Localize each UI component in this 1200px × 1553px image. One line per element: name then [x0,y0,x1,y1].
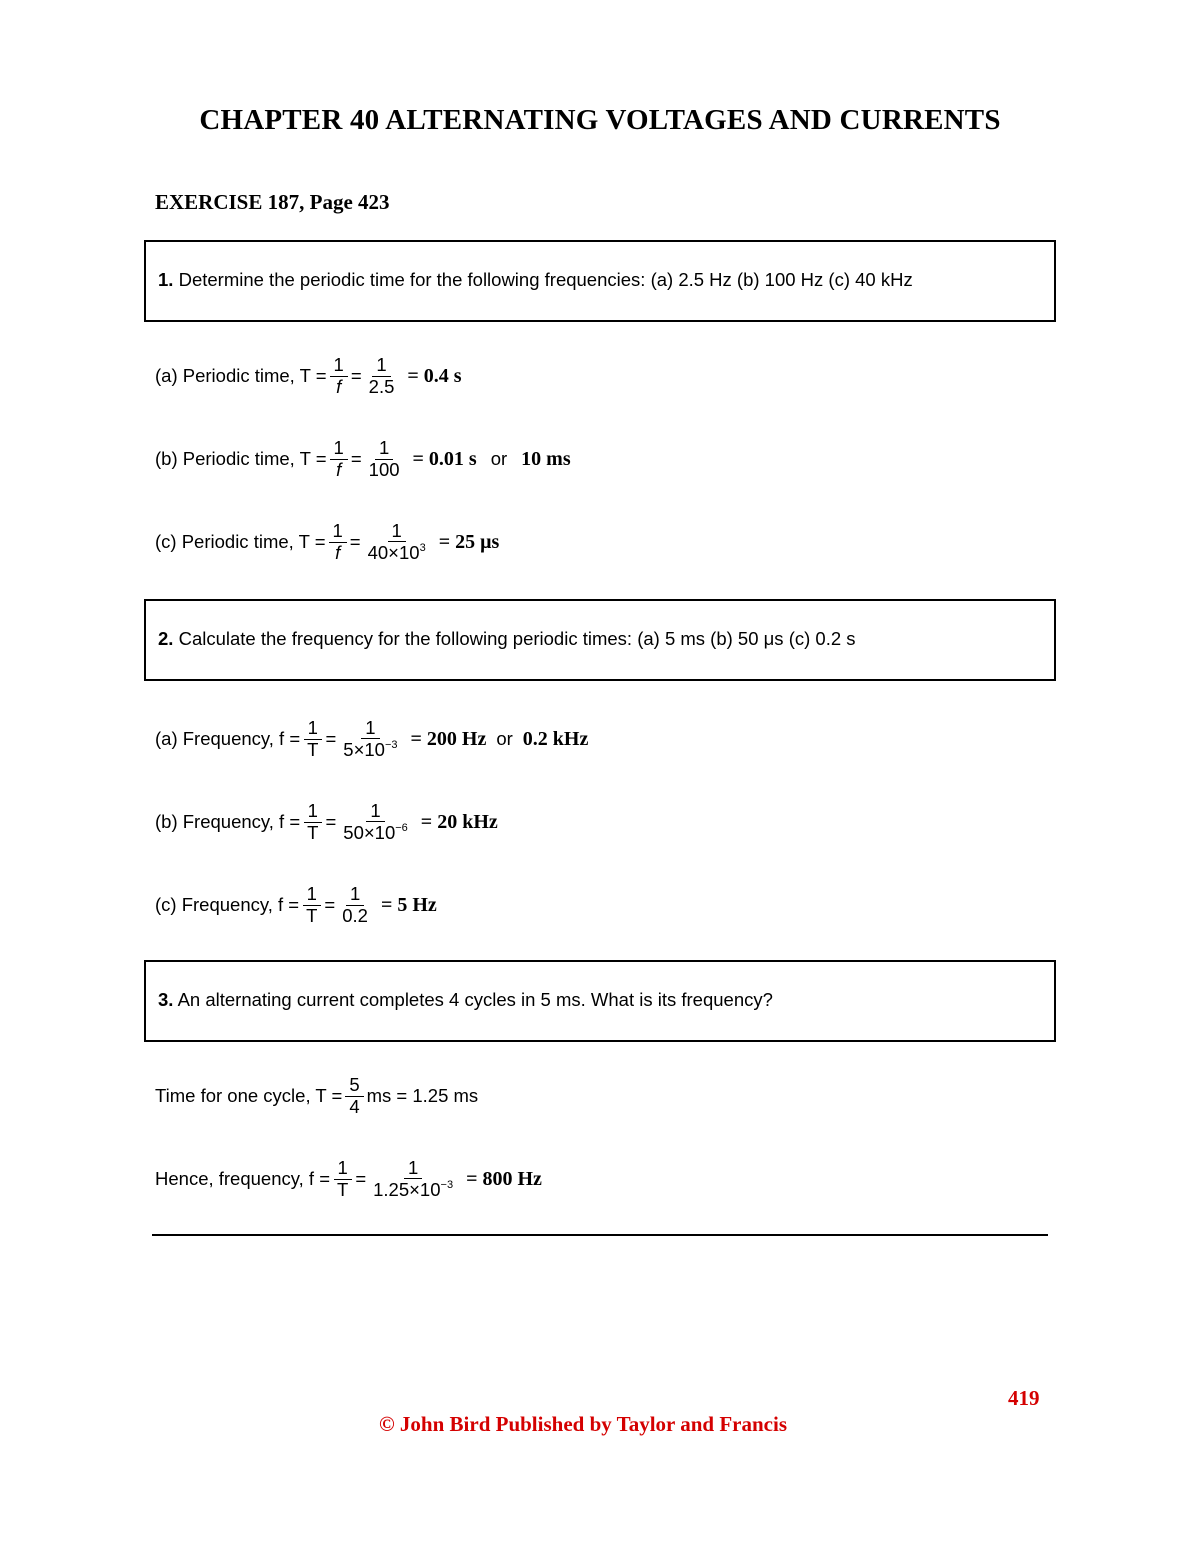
numerator: 1 [334,1158,352,1179]
fraction [303,718,322,760]
answer-lead: (b) Periodic time, T = [155,448,327,469]
fraction [365,438,404,480]
denominator [369,1179,457,1200]
denominator: f [336,458,342,480]
question-number: 3. [158,989,174,1010]
numerator: 1 [361,718,379,739]
question-statement: An alternating current completes 4 cycles in 5 ms. What is its frequency? [177,989,773,1010]
question-3-text [158,989,773,1011]
answer-lead: (a) Periodic time, T = [155,365,327,386]
or-word: or [496,728,513,749]
denominator: T [307,738,319,760]
answer-lead: (c) Frequency, f = [155,894,300,915]
fraction [329,521,347,563]
denominator: 0.2 [342,904,368,926]
answer-alt: 0.2 kHz [522,727,589,750]
answer-lead: (a) Frequency, f = [155,728,301,749]
denominator-base: 40×10 [367,542,420,563]
fraction [303,801,322,843]
section-divider [152,1234,1048,1236]
answer-alt: 10 ms [521,447,571,470]
answer-lead: (c) Periodic time, T = [155,531,326,552]
answer-2c [155,883,437,927]
numerator: 1 [304,718,322,739]
exponent: 3 [419,542,426,554]
question-statement: Determine the periodic time for the following frequencies: (a) 2.5 Hz (b) 100 Hz (c) 40 kHz [178,269,913,290]
answer-1b [155,437,571,481]
question-number: 1. [158,269,174,290]
exponent: −3 [384,739,398,751]
numerator: 1 [366,801,384,822]
fraction [339,801,412,844]
answer-result: = 200 Hz [410,727,487,750]
exercise-heading: EXERCISE 187, Page 423 [155,190,390,214]
equals-sign: = [325,811,337,832]
answer-2b [155,800,498,844]
denominator-base: 1.25×10 [373,1179,441,1200]
denominator-base: 50×10 [343,822,396,843]
or-word: or [490,448,508,469]
denominator: 4 [349,1095,360,1117]
answer-result: = 5 Hz [380,893,437,916]
fraction [345,1075,363,1117]
denominator: f [336,375,342,397]
fraction [369,1158,457,1201]
numerator: 1 [372,355,390,376]
answer-2a [155,717,588,761]
denominator-base: 5×10 [343,739,385,760]
answer-3a [155,1074,478,1118]
page-number: 419 [1008,1386,1040,1410]
copyright-footer: © John Bird Published by Taylor and Francis [378,1412,787,1436]
chapter-title: CHAPTER 40 ALTERNATING VOLTAGES AND CURRENTS [199,104,1001,136]
answer-lead: (b) Frequency, f = [155,811,301,832]
numerator: 1 [388,521,406,542]
answer-lead: Hence, frequency, f = [155,1168,330,1189]
question-box-2 [144,599,1056,681]
denominator [339,822,412,843]
equals-sign: = [324,894,336,915]
numerator: 1 [329,521,347,542]
denominator [364,542,430,563]
answer-3b [155,1157,542,1201]
fraction [330,438,348,480]
numerator: 1 [346,884,364,905]
fraction [338,884,372,926]
denominator: T [306,904,318,926]
answer-tail: ms = 1.25 ms [366,1085,479,1106]
question-number: 2. [158,628,174,649]
fraction [302,884,321,926]
question-box-3 [144,960,1056,1042]
exponent: −3 [440,1179,454,1191]
numerator: 5 [345,1075,363,1096]
question-box-1 [144,240,1056,322]
question-statement: Calculate the frequency for the following periodic times: (a) 5 ms (b) 50 μs (c) 0.2 s [178,628,856,649]
equals-sign: = [349,531,361,552]
equals-sign: = [350,448,362,469]
numerator: 1 [304,801,322,822]
denominator: 2.5 [368,375,395,397]
equals-sign: = [355,1168,367,1189]
numerator: 1 [330,355,348,376]
answer-result: = 0.01 s [412,447,477,470]
answer-result: = 800 Hz [466,1167,542,1190]
answer-result: = 25 μs [438,530,500,553]
fraction [364,521,430,564]
fraction [339,718,401,761]
fraction [333,1158,352,1200]
answer-result: = 0.4 s [407,364,462,387]
denominator: T [307,821,319,843]
equals-sign: = [350,365,362,386]
denominator: 100 [368,458,400,480]
numerator: 1 [404,1158,422,1179]
question-2-text [158,628,856,650]
answer-1c [155,520,499,564]
numerator: 1 [330,438,348,459]
denominator: T [337,1178,349,1200]
denominator [339,739,401,760]
fraction [330,355,348,397]
answer-lead: Time for one cycle, T = [155,1085,343,1106]
denominator: f [335,541,341,563]
answer-1a [155,354,462,398]
answer-result: = 20 kHz [420,810,498,833]
question-1-text [158,269,913,291]
exponent: −6 [395,822,408,834]
fraction [365,355,399,397]
numerator: 1 [303,884,321,905]
equals-sign: = [325,728,337,749]
numerator: 1 [375,438,393,459]
